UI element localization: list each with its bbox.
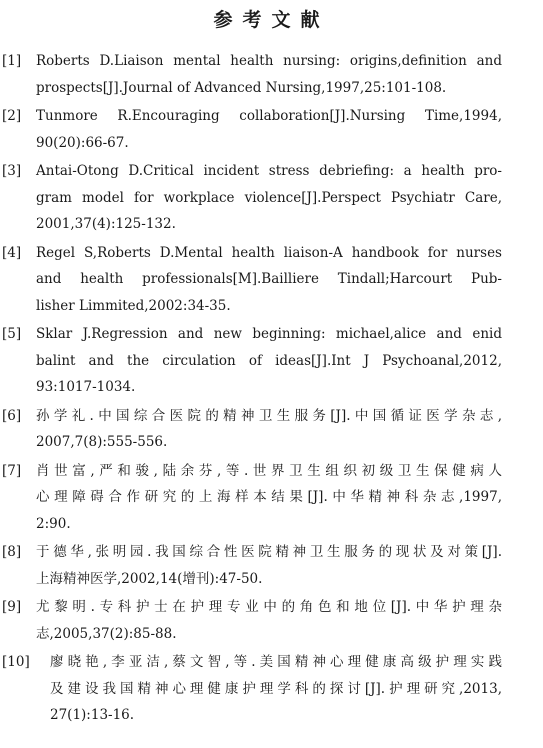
reference-text-line: 27(1):13-16. bbox=[50, 707, 135, 723]
reference-entry bbox=[0, 594, 543, 647]
reference-text-line: 于德华,张明园.我国综合性医院精神卫生服务的现状及对策[J]. bbox=[36, 544, 502, 560]
reference-number: [3] bbox=[2, 163, 22, 179]
reference-number: [2] bbox=[2, 108, 22, 124]
reference-entry bbox=[0, 158, 543, 238]
reference-text-line: 2007,7(8):555-556. bbox=[36, 434, 168, 450]
reference-text-line: Antai-Otong D.Critical incident stress debriefing: a health pro- bbox=[36, 163, 502, 179]
reference-text-line: 肖世富,严和骏,陆余芬,等.世界卫生组织初级卫生保健病人 bbox=[36, 462, 502, 479]
reference-text-line: balint and the circulation of ideas[J].Int J Psychoanal,2012, bbox=[36, 352, 502, 369]
reference-entry bbox=[0, 649, 543, 729]
reference-text-line: 2:90. bbox=[36, 515, 71, 532]
reference-text-line: and health professionals[M].Bailliere Tindall;Harcourt Pub- bbox=[36, 271, 502, 287]
reference-entry bbox=[0, 403, 543, 456]
reference-text-line: 孙学礼.中国综合医院的精神卫生服务[J].中国循证医学杂志, bbox=[36, 407, 502, 424]
reference-entry bbox=[0, 539, 543, 592]
reference-entry bbox=[0, 458, 543, 538]
reference-number: [9] bbox=[2, 599, 22, 615]
reference-number: [1] bbox=[2, 53, 22, 69]
reference-text-line: 及建设我国精神心理健康护理学科的探讨[J].护理研究,2013, bbox=[50, 680, 502, 697]
reference-text-line: gram model for workplace violence[J].Perspect Psychiatr Care, bbox=[36, 189, 502, 206]
reference-text-line: Sklar J.Regression and new beginning: michael,alice and enid bbox=[36, 326, 502, 342]
reference-text-line: lisher Limmited,2002:34-35. bbox=[36, 297, 231, 314]
reference-text-line: Tunmore R.Encouraging collaboration[J].Nursing Time,1994, bbox=[36, 108, 502, 124]
reference-entry bbox=[0, 240, 543, 320]
reference-text-line: 尤黎明.专科护士在护理专业中的角色和地位[J].中华护理杂 bbox=[36, 599, 502, 615]
reference-list bbox=[0, 48, 543, 731]
reference-entry bbox=[0, 48, 543, 101]
reference-text-line: 90(20):66-67. bbox=[36, 134, 129, 151]
reference-text-line: prospects[J].Journal of Advanced Nursing,1997,25:101-108. bbox=[36, 79, 447, 96]
reference-text-line: 心理障碍合作研究的上海样本结果[J].中华精神科杂志,1997, bbox=[36, 489, 502, 505]
reference-number: [6] bbox=[2, 407, 22, 424]
reference-number: [8] bbox=[2, 544, 22, 560]
reference-text-line: 上海精神医学,2002,14(增刊):47-50. bbox=[36, 570, 263, 587]
reference-text-line: 93:1017-1034. bbox=[36, 379, 136, 395]
reference-text-line: 廖晓艳,李亚洁,蔡文智,等.美国精神心理健康高级护理实践 bbox=[50, 654, 502, 670]
reference-number: [7] bbox=[2, 462, 22, 479]
reference-text-line: 2001,37(4):125-132. bbox=[36, 216, 176, 232]
reference-entry bbox=[0, 321, 543, 401]
reference-entry bbox=[0, 103, 543, 156]
reference-text-line: Regel S,Roberts D.Mental health liaison-A handbook for nurses bbox=[36, 244, 502, 261]
reference-number: [4] bbox=[2, 244, 22, 261]
reference-number: [5] bbox=[2, 326, 22, 342]
references-heading: 参考文献 bbox=[213, 9, 330, 31]
reference-number: [10] bbox=[2, 654, 30, 670]
reference-text-line: 志,2005,37(2):85-88. bbox=[36, 625, 177, 642]
reference-text-line: Roberts D.Liaison mental health nursing: origins,definition and bbox=[36, 53, 502, 69]
